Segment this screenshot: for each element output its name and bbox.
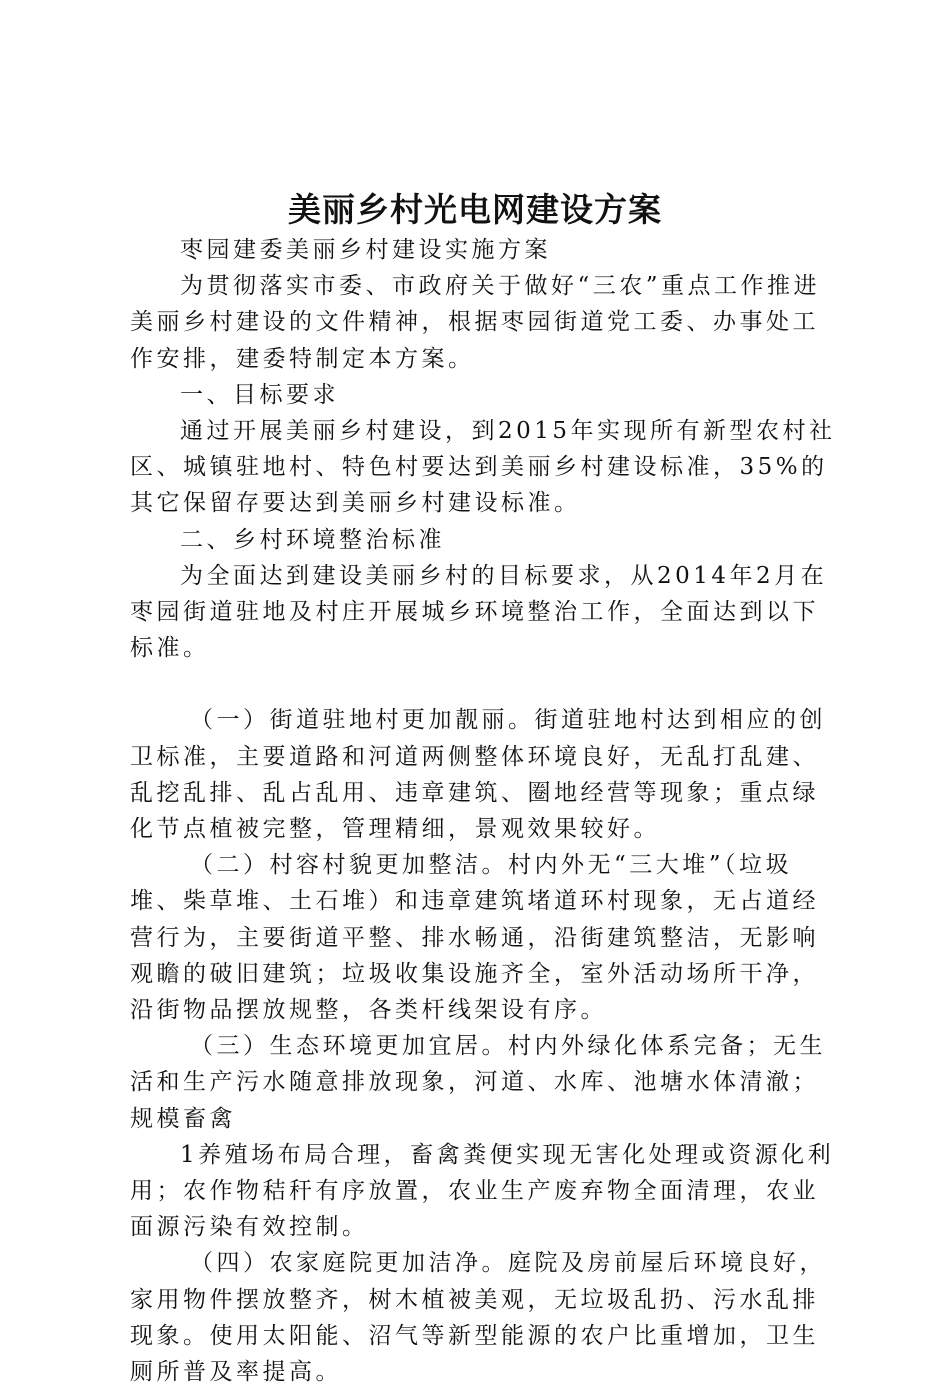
paragraph-item-3: （三）生态环境更加宜居。村内外绿化体系完备；无生活和生产污水随意排放现象，河道、水库、池塘水体清澈；规模畜禽 [130,1033,826,1132]
paragraph-item-4: （四）农家庭院更加洁净。庭院及房前屋后环境良好，家用物件摆放整齐，树木植被美观，无垃圾乱扔、污水乱排现象。使用太阳能、沼气等新型能源的农户比重增加，卫生厕所普及率提高。 [130,1250,826,1386]
paragraph-goals: 通过开展美丽乡村建设，到2015年实现所有新型农村社区、城镇驻地村、特色村要达到美丽乡村建设标准，35%的其它保留存要达到美丽乡村建设标准。 [130,418,836,517]
paragraph-item-2: （二）村容村貌更加整洁。村内外无“三大堆”（垃圾堆、柴草堆、土石堆）和违章建筑堵道环村现象，无占道经营行为，主要街道平整、排水畅通，沿街建筑整洁，无影响观瞻的破旧建筑；垃圾收集设施齐全，室外活动场所干净，沿街物品摆放规整，各类杆线架设有序。 [130,852,819,1024]
paragraph-intro: 为贯彻落实市委、市政府关于做好“三农”重点工作推进美丽乡村建设的文件精神，根据枣园街道党工委、办事处工作安排，建委特制定本方案。 [130,273,821,372]
paragraph-standards-intro: 为全面达到建设美丽乡村的目标要求，从2014年2月在枣园街道驻地及村庄开展城乡环境整治工作，全面达到以下标准。 [130,562,828,662]
paragraph-subtitle: 枣园建委美丽乡村建设实施方案 [180,237,551,263]
paragraph-item-1: （一）街道驻地村更加靓丽。街道驻地村达到相应的创卫标准，主要道路和河道两侧整体环境良好，无乱打乱建、乱挖乱排、乱占乱用、违章建筑、圈地经营等现象；重点绿化节点植被完整，管理精细，景观效果较好。 [130,707,826,843]
document-body [130,232,840,1390]
heading-standards: 二、乡村环境整治标准 [180,526,445,553]
heading-goals: 一、目标要求 [180,381,339,408]
document-title: 美丽乡村光电网建设方案 [288,190,662,229]
paragraph-item-3-continued: 1养殖场布局合理，畜禽粪便实现无害化处理或资源化利用；农作物秸秆有序放置，农业生产废弃物全面清理，农业面源污染有效控制。 [130,1141,835,1241]
